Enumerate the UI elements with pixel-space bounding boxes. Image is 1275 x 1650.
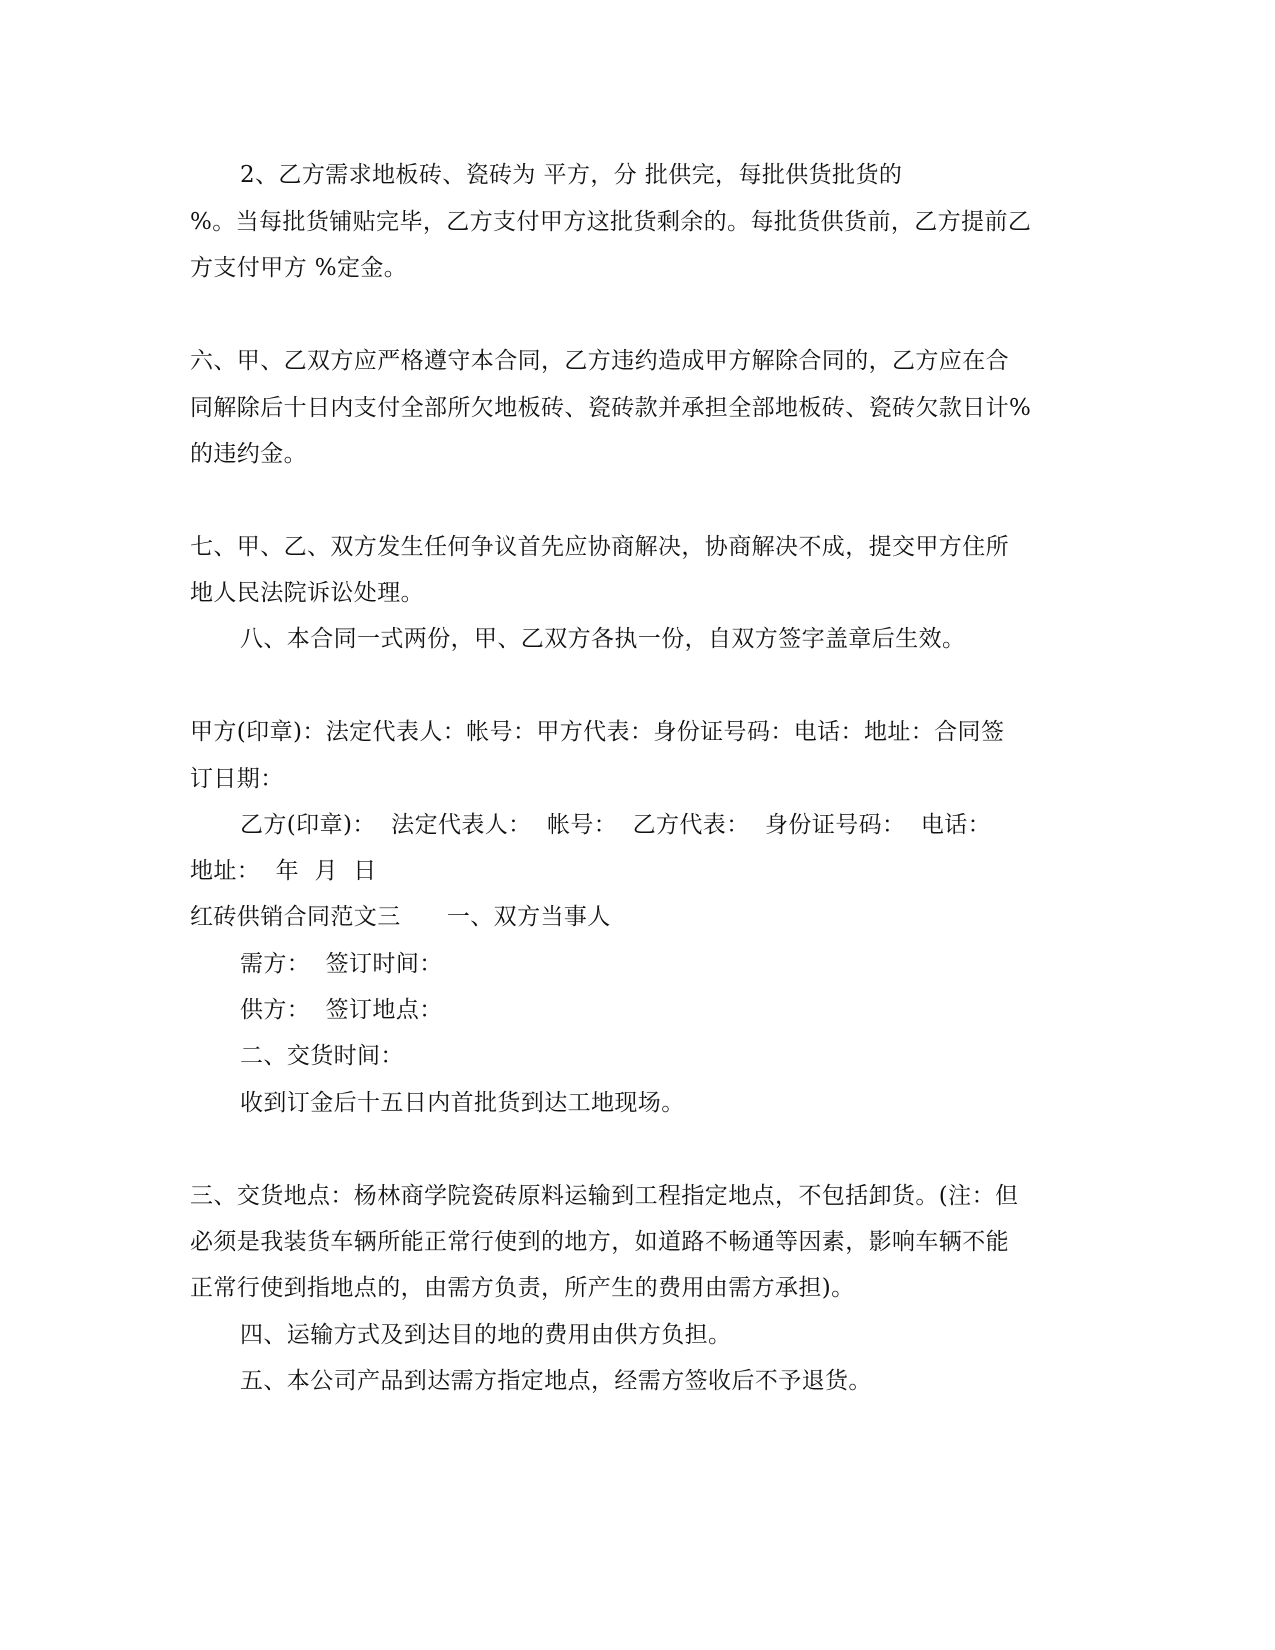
text-line: 必须是我装货车辆所能正常行使到的地方，如道路不畅通等因素，影响车辆不能 xyxy=(190,1229,1009,1255)
text-line: 需方： 签订时间： xyxy=(240,951,443,977)
text-line: 正常行使到指地点的，由需方负责，所产生的费用由需方承担)。 xyxy=(190,1275,855,1301)
text-line: 地址： 年 月 日 xyxy=(190,858,377,884)
text-line: 的违约金。 xyxy=(190,441,307,467)
text-line: 供方： 签订地点： xyxy=(240,997,443,1023)
text-line: 二、交货时间： xyxy=(240,1043,404,1069)
text-line: 八、本合同一式两份，甲、乙双方各执一份，自双方签字盖章后生效。 xyxy=(240,626,966,652)
text-line: 收到订金后十五日内首批货到达工地现场。 xyxy=(240,1090,685,1116)
text-line: 2、乙方需求地板砖、瓷砖为 平方，分 批供完，每批供货批货的 xyxy=(240,162,903,188)
text-line: 方支付甲方 %定金。 xyxy=(190,255,408,281)
text-line: 五、本公司产品到达需方指定地点，经需方签收后不予退货。 xyxy=(240,1368,872,1394)
text-line: 乙方(印章)： 法定代表人： 帐号： 乙方代表： 身份证号码： 电话： xyxy=(240,812,992,838)
text-line: 同解除后十日内支付全部所欠地板砖、瓷砖款并承担全部地板砖、瓷砖欠款日计% xyxy=(190,395,1032,421)
text-line: 三、交货地点：杨林商学院瓷砖原料运输到工程指定地点，不包括卸货。(注：但 xyxy=(190,1183,1019,1209)
text-line: 七、甲、乙、双方发生任何争议首先应协商解决，协商解决不成，提交甲方住所 xyxy=(190,534,1009,560)
section-title: 红砖供销合同范文三 一、双方当事人 xyxy=(190,904,611,930)
text-line: 四、运输方式及到达目的地的费用由供方负担。 xyxy=(240,1322,732,1348)
text-line: %。当每批货铺贴完毕，乙方支付甲方这批货剩余的。每批货供货前，乙方提前乙 xyxy=(190,209,1032,235)
text-line: 甲方(印章)：法定代表人：帐号：甲方代表：身份证号码：电话：地址：合同签 xyxy=(190,719,1005,745)
text-line: 订日期： xyxy=(190,766,284,792)
text-line: 地人民法院诉讼处理。 xyxy=(190,580,424,606)
text-line: 六、甲、乙双方应严格遵守本合同，乙方违约造成甲方解除合同的，乙方应在合 xyxy=(190,348,1009,374)
